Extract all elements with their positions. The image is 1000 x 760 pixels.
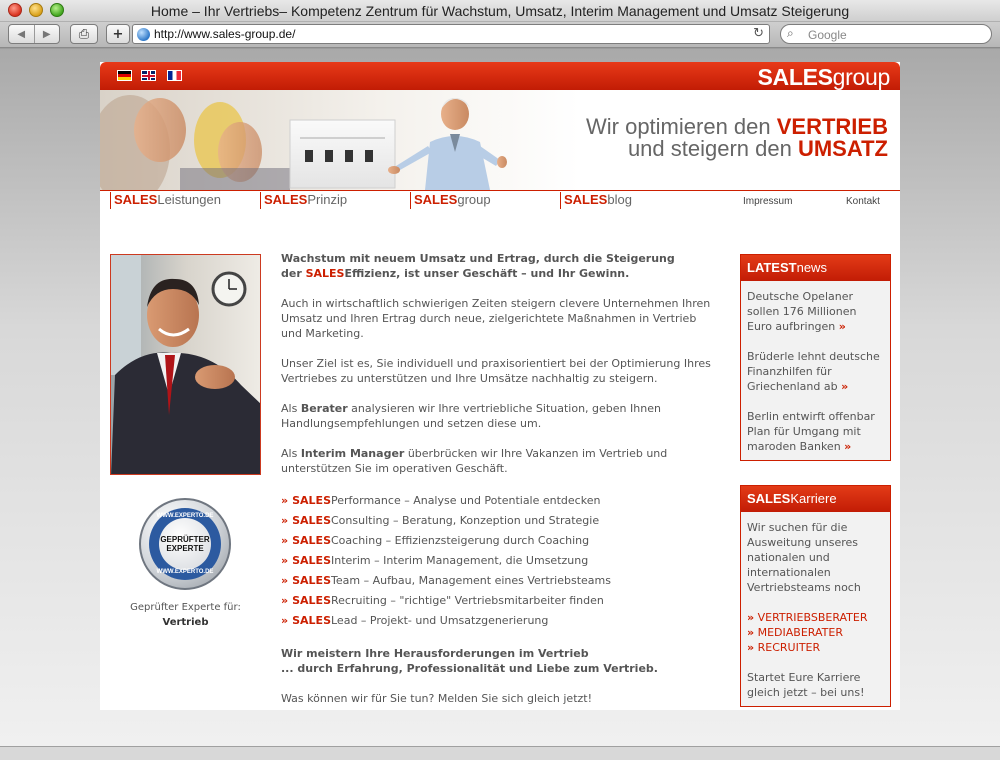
service-item-performance[interactable]: [281, 491, 711, 511]
latest-news-box: [740, 254, 891, 461]
paragraph-4: [281, 446, 711, 476]
nav-label: blog: [607, 192, 632, 207]
slogan-line1: Wir optimieren den: [586, 114, 777, 139]
service-text: Team – Aufbau, Management eines Vertriebsteams: [331, 574, 611, 587]
arrow-icon[interactable]: »: [844, 440, 852, 453]
job-link-vertriebsberater[interactable]: [747, 610, 884, 625]
intro-line1: Wachstum mit neuem Umsatz und Ertrag, durch die Steigerung: [281, 252, 675, 265]
print-button[interactable]: [70, 24, 98, 44]
closing-line1: Wir meistern Ihre Herausforderungen im Vertrieb: [281, 647, 589, 660]
nav-item-group[interactable]: [410, 192, 491, 209]
history-buttons: [8, 24, 60, 44]
service-prefix: SALES: [292, 594, 331, 607]
nav-label: Prinzip: [307, 192, 348, 207]
nav-prefix: SALES: [564, 192, 608, 207]
portrait-illustration: [111, 255, 261, 475]
logo-light: group: [832, 64, 890, 90]
para3-bold: Berater: [300, 402, 348, 415]
nav-link-kontakt[interactable]: Kontakt: [846, 196, 880, 207]
karriere-outro: Startet Eure Karriere gleich jetzt – bei uns!: [747, 671, 865, 699]
karriere-box: [740, 485, 891, 707]
expert-caption: [110, 600, 261, 630]
news-item[interactable]: [747, 349, 884, 394]
job-label: MEDIABERATER: [757, 626, 843, 639]
paragraph-2: Unser Ziel ist es, Sie individuell und praxisorientiert bei der Optimierung Ihres Vertriebes zu unterstützen und Ihre Umsätze nachhaltig zu steigern.: [281, 357, 711, 385]
service-text: Interim – Interim Management, die Umsetzung: [331, 554, 589, 567]
arrow-icon[interactable]: »: [838, 320, 846, 333]
karriere-title-light: Karriere: [790, 491, 837, 506]
search-field[interactable]: [780, 24, 992, 44]
status-bar: [0, 746, 1000, 760]
badge-line1: GEPRÜFTER: [160, 535, 210, 544]
arrow-icon[interactable]: »: [841, 380, 849, 393]
paragraph-1: Auch in wirtschaftlich schwierigen Zeiten steigern clevere Unternehmen Ihren Umsatz und Ihren Ertrag durch neue, zielgerichtete Maßnahmen in Vertrieb und Marketing.: [281, 297, 711, 340]
slogan-vertrieb: VERTRIEB: [776, 114, 888, 139]
latest-news-body: [741, 281, 890, 460]
nav-prefix: SALES: [414, 192, 458, 207]
bullet-icon: »: [281, 554, 289, 567]
hero-people-illustration: [100, 90, 540, 190]
site-logo[interactable]: [757, 64, 890, 91]
para3-pre: Als: [281, 402, 301, 415]
printer-icon: ⎙: [78, 26, 90, 42]
arrow-icon: »: [747, 641, 755, 654]
service-text: Recruiting – "richtige" Vertriebsmitarbeiter finden: [331, 594, 604, 607]
bullet-icon: »: [281, 614, 289, 627]
paragraph-3: [281, 401, 711, 431]
plus-icon: +: [112, 26, 124, 42]
back-icon[interactable]: ◀: [9, 25, 35, 43]
bullet-icon: »: [281, 514, 289, 527]
url-text[interactable]: http://www.sales-group.de/: [154, 27, 296, 41]
main-nav: [100, 190, 900, 210]
service-prefix: SALES: [292, 554, 331, 567]
experto-badge[interactable]: [139, 498, 231, 590]
badge-line2: EXPERTE: [166, 544, 204, 553]
closing-text: [281, 646, 711, 676]
job-link-mediaberater[interactable]: [747, 625, 884, 640]
flag-en-icon[interactable]: [141, 70, 156, 81]
para4-pre: Als: [281, 447, 301, 460]
badge-arc-top: WWW.EXPERTO.DE: [156, 513, 214, 519]
para4-bold: Interim Manager: [300, 447, 405, 460]
intro-sales: SALES: [305, 267, 345, 280]
consultant-portrait: [110, 254, 261, 475]
karriere-title-bold: SALES: [747, 491, 791, 506]
service-prefix: SALES: [292, 614, 331, 627]
news-text: Berlin entwirft offenbar Plan für Umgang mit maroden Banken: [747, 410, 875, 453]
para3-post: analysieren wir Ihre vertriebliche Situation, geben Ihnen Handlungsempfehlungen und setzen diese um.: [281, 402, 661, 430]
bullet-icon: »: [281, 534, 289, 547]
header-strip: [100, 62, 900, 90]
nav-label: group: [457, 192, 491, 207]
news-title-light: news: [796, 260, 827, 275]
flag-fr-icon[interactable]: [167, 70, 182, 81]
service-text: Coaching – Effizienzsteigerung durch Coaching: [331, 534, 590, 547]
badge-arc-bottom: WWW.EXPERTO.DE: [156, 569, 214, 575]
nav-prefix: SALES: [114, 192, 158, 207]
window-title: Home – Ihr Vertriebs– Kompetenz Zentrum für Wachstum, Umsatz, Interim Management und Umsatz Steigerung: [150, 3, 850, 19]
globe-icon: [137, 28, 150, 41]
job-list: [747, 610, 884, 655]
para4-post: überbrücken wir Ihre Vakanzen im Vertrieb und unterstützen Sie im operativen Geschäft.: [281, 447, 668, 475]
site-container: [100, 62, 900, 710]
nav-prefix: SALES: [264, 192, 308, 207]
karriere-body: [741, 512, 890, 706]
expert-caption-line1: Geprüfter Experte für:: [130, 602, 241, 613]
nav-item-leistungen[interactable]: [110, 192, 221, 209]
news-item[interactable]: [747, 409, 884, 454]
karriere-header: [741, 486, 890, 512]
browser-toolbar: [0, 22, 1000, 48]
news-title-bold: LATEST: [747, 260, 797, 275]
slogan-line2: und steigern den: [627, 136, 798, 161]
expert-caption-line2: Vertrieb: [162, 617, 209, 628]
intro-line2-post: Effizienz, ist unser Geschäft – und Ihr Gewinn.: [344, 267, 630, 280]
flag-de-icon[interactable]: [117, 70, 132, 81]
call-to-action: Was können wir für Sie tun? Melden Sie sich gleich jetzt!: [281, 692, 593, 705]
bullet-icon: »: [281, 574, 289, 587]
service-text: Performance – Analyse und Potentiale entdecken: [331, 494, 601, 507]
logo-bold: SALES: [757, 64, 833, 90]
main-content: [281, 251, 711, 721]
service-item-lead[interactable]: [281, 611, 711, 631]
news-text: Deutsche Opelaner sollen 176 Millionen Euro aufbringen: [747, 290, 857, 333]
nav-link-impressum[interactable]: Impressum: [743, 196, 793, 207]
closing-line2: ... durch Erfahrung, Professionalität und Liebe zum Vertrieb.: [281, 662, 658, 675]
service-prefix: SALES: [292, 494, 331, 507]
add-bookmark-button[interactable]: [106, 24, 130, 44]
service-item-coaching[interactable]: [281, 531, 711, 551]
nav-item-blog[interactable]: [560, 192, 632, 209]
badge-ring: [149, 508, 221, 580]
job-label: RECRUITER: [757, 641, 821, 654]
service-prefix: SALES: [292, 534, 331, 547]
window-titlebar: [0, 0, 1000, 22]
service-item-consulting[interactable]: [281, 511, 711, 531]
news-text: Brüderle lehnt deutsche Finanzhilfen für Griechenland ab: [747, 350, 880, 393]
nav-item-prinzip[interactable]: [260, 192, 347, 209]
badge-center: [159, 518, 211, 570]
arrow-icon: »: [747, 611, 755, 624]
search-icon: ⌕: [787, 26, 794, 40]
hero-banner: [100, 90, 900, 190]
service-item-team[interactable]: [281, 571, 711, 591]
service-item-recruiting[interactable]: [281, 591, 711, 611]
hero-slogan: [586, 116, 888, 160]
address-bar[interactable]: [132, 24, 770, 44]
forward-icon[interactable]: ▶: [42, 28, 51, 40]
karriere-intro: Wir suchen für die Ausweitung unseres nationalen und internationalen Vertriebsteams noch: [747, 521, 861, 594]
latest-news-header: [741, 255, 890, 281]
bullet-icon: »: [281, 594, 289, 607]
services-list: [281, 491, 711, 631]
search-placeholder: Google: [808, 28, 847, 42]
job-link-recruiter[interactable]: [747, 640, 884, 655]
arrow-icon: »: [747, 626, 755, 639]
service-text: Consulting – Beratung, Konzeption und Strategie: [331, 514, 600, 527]
bullet-icon: »: [281, 494, 289, 507]
intro-line2-pre: der: [281, 267, 306, 280]
service-prefix: SALES: [292, 574, 331, 587]
intro-text: [281, 251, 711, 281]
reload-icon[interactable]: ↻: [753, 26, 764, 41]
service-prefix: SALES: [292, 514, 331, 527]
slogan-umsatz: UMSATZ: [797, 136, 888, 161]
job-label: VERTRIEBSBERATER: [757, 611, 868, 624]
service-item-interim[interactable]: [281, 551, 711, 571]
service-text: Lead – Projekt- und Umsatzgenerierung: [331, 614, 549, 627]
news-item[interactable]: [747, 289, 884, 334]
nav-label: Leistungen: [157, 192, 221, 207]
